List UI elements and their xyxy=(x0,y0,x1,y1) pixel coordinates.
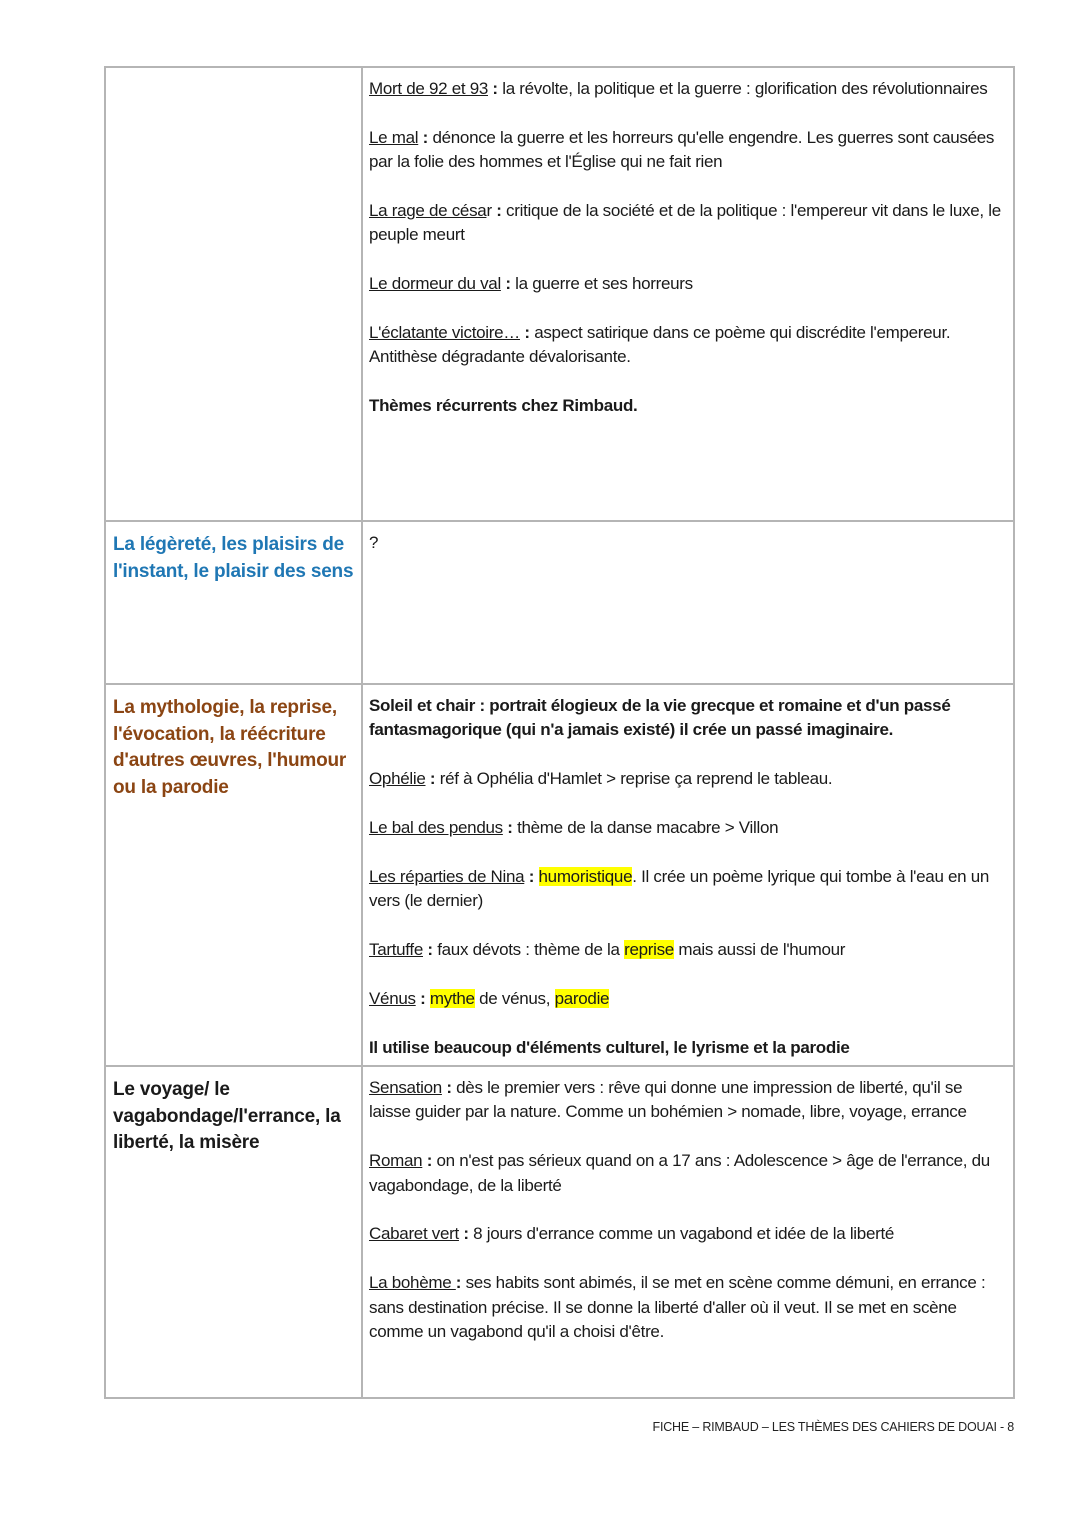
poem-title: Le bal des pendus xyxy=(369,818,503,837)
poem-title: La bohème xyxy=(369,1273,456,1293)
analysis-paragraph xyxy=(369,816,1001,840)
analysis-paragraph xyxy=(369,126,1001,175)
poem-title: Cabaret vert xyxy=(369,1224,459,1244)
table-row xyxy=(105,521,1014,684)
analysis-paragraph xyxy=(369,767,1001,791)
poem-title: Le mal xyxy=(369,127,419,147)
highlighted-keyword: reprise xyxy=(624,940,674,959)
text-segment: r xyxy=(486,201,492,220)
themes-table xyxy=(104,66,1015,1399)
table-row xyxy=(105,684,1014,1066)
text-segment: Soleil et chair : portrait élogieux de la vie grecque et romaine et d'un passé fantasmagorique (qui n'a jamais existé) il crée un passé imaginaire. xyxy=(369,696,951,740)
text-segment: thème de la danse macabre > Villon xyxy=(512,818,779,837)
text-segment: réf à Ophélia d'Hamlet > reprise ça reprend le tableau. xyxy=(435,769,833,789)
text-segment: : xyxy=(455,1273,462,1293)
analysis-paragraph xyxy=(369,1271,1001,1344)
analysis-cell xyxy=(362,1066,1014,1398)
analysis-cell xyxy=(362,521,1014,684)
text-segment: dénonce la guerre et les horreurs qu'elle engendre. Les guerres sont causées par la folie des hommes et l'Église qui ne fait rien xyxy=(369,127,995,172)
analysis-paragraph xyxy=(369,865,1001,914)
text-segment: Il utilise beaucoup d'éléments culturel, le lyrisme et la parodie xyxy=(369,1037,850,1057)
analysis-paragraph xyxy=(369,694,1001,743)
poem-title: Sensation xyxy=(369,1078,442,1097)
poem-title: Ophélie xyxy=(369,769,426,789)
highlighted-keyword: parodie xyxy=(554,988,610,1008)
text-segment: on n'est pas sérieux quand on a 17 ans : Adolescence > âge de l'errance, du vagabondage, de la liberté xyxy=(369,1151,990,1195)
theme-cell: La légèreté, les plaisirs de l'instant, le plaisir des sens xyxy=(105,521,362,684)
poem-title: Les réparties de Nina xyxy=(369,866,525,886)
text-segment: de vénus, xyxy=(474,988,555,1008)
text-segment: : xyxy=(441,1078,452,1097)
poem-title: Mort de 92 et 93 xyxy=(369,79,488,98)
analysis-paragraph xyxy=(369,272,1001,296)
table-row xyxy=(105,1066,1014,1398)
text-segment: : xyxy=(425,769,436,789)
poem-title: Vénus xyxy=(369,988,416,1008)
analysis-paragraph xyxy=(369,987,1001,1011)
text-segment: : xyxy=(524,866,539,886)
analysis-paragraph xyxy=(369,1149,1001,1198)
text-segment: la guerre et ses horreurs xyxy=(510,274,693,294)
analysis-paragraph xyxy=(369,1036,1001,1060)
text-segment: dès le premier vers : rêve qui donne une impression de liberté, qu'il se laisse guider par la nature. Comme un bohémien > nomade, libre, voyage, errance xyxy=(369,1078,967,1122)
text-segment: 8 jours d'errance comme un vagabond et idée de la liberté xyxy=(468,1224,895,1244)
analysis-paragraph xyxy=(369,199,1001,248)
poem-title: L'éclatante victoire… xyxy=(369,323,520,342)
text-segment: : xyxy=(415,988,430,1008)
analysis-paragraph xyxy=(369,531,1001,555)
analysis-paragraph xyxy=(369,1222,1001,1246)
text-segment: faux dévots : thème de la xyxy=(432,940,625,959)
text-segment: : xyxy=(500,274,511,294)
text-segment: la révolte, la politique et la guerre : glorification des révolutionnaires xyxy=(497,79,988,98)
analysis-cell xyxy=(362,684,1014,1066)
highlighted-keyword: mythe xyxy=(429,988,475,1008)
text-segment: mais aussi de l'humour xyxy=(673,940,846,959)
highlighted-keyword: humoristique xyxy=(538,866,633,886)
text-segment: Thèmes récurrents chez Rimbaud. xyxy=(369,396,638,416)
text-segment: : xyxy=(418,127,429,147)
text-segment: Antithèse dégradante dévalorisante. xyxy=(369,347,631,367)
analysis-paragraph xyxy=(369,938,1001,962)
poem-title: Roman xyxy=(369,1151,423,1171)
text-segment: : xyxy=(423,940,433,959)
analysis-cell xyxy=(362,67,1014,521)
text-segment: : xyxy=(491,201,502,220)
page-footer: FICHE – RIMBAUD – LES THÈMES DES CAHIERS DE DOUAI - 8 xyxy=(652,1420,1014,1434)
text-segment: : xyxy=(458,1224,469,1244)
text-segment: : xyxy=(502,818,513,837)
poem-title: Le dormeur du val xyxy=(369,274,501,294)
theme-cell: Le voyage/ le vagabondage/l'errance, la liberté, la misère xyxy=(105,1066,362,1398)
analysis-paragraph xyxy=(369,77,1001,101)
text-segment: : xyxy=(488,79,498,98)
text-segment: : xyxy=(519,323,530,342)
poem-title: La rage de césa xyxy=(369,201,487,220)
poem-title: Tartuffe xyxy=(369,940,423,959)
text-segment: . Il crée un poème lyrique qui tombe à l'eau en un vers (le dernier) xyxy=(369,866,990,911)
text-segment: critique de la société et de la politique : l'empereur vit dans le luxe, le peuple meurt xyxy=(369,201,1001,245)
analysis-paragraph xyxy=(369,321,1001,370)
text-segment: : xyxy=(422,1151,433,1171)
text-segment: aspect satirique dans ce poème qui discrédite l'empereur. xyxy=(529,323,951,342)
text-segment: ses habits sont abimés, il se met en scène comme démuni, en errance : sans destination précise. Il se donne la liberté d'aller où il veut. Il se met en scène comme un vagabond qu'il a choisi d'être. xyxy=(369,1273,986,1342)
table-row xyxy=(105,67,1014,521)
theme-cell: La mythologie, la reprise, l'évocation, la réécriture d'autres œuvres, l'humour ou la parodie xyxy=(105,684,362,1066)
theme-cell xyxy=(105,67,362,521)
analysis-paragraph xyxy=(369,394,1001,418)
analysis-paragraph xyxy=(369,1076,1001,1125)
text-segment: ? xyxy=(369,533,379,552)
